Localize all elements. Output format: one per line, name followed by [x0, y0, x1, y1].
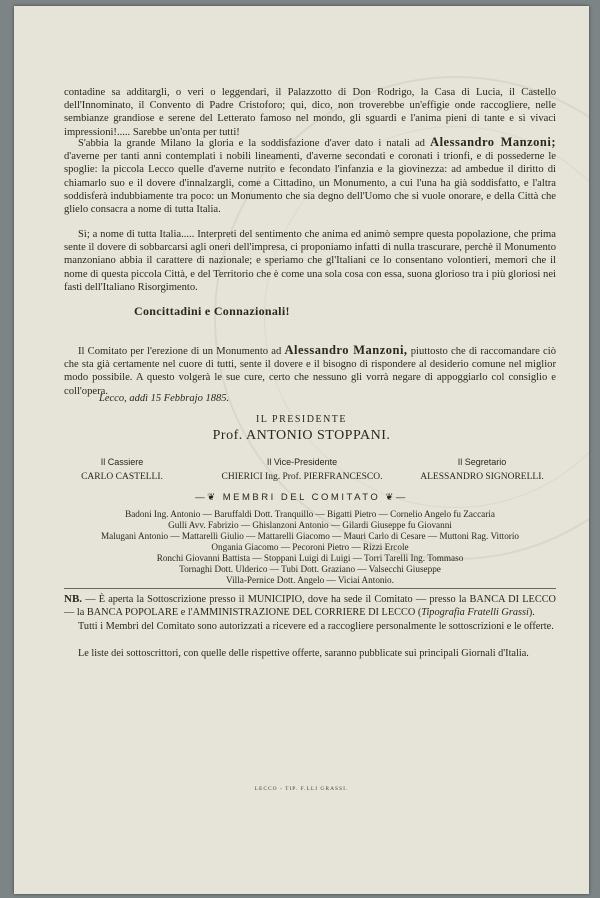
- president-label: IL PRESIDENTE: [255, 414, 348, 425]
- members-title: —❦ MEMBRI DEL COMITATO ❦—: [195, 492, 408, 503]
- printer-footer: LECCO - TIP. F.LLI GRASSI.: [254, 786, 349, 792]
- nb-text-end: ).: [528, 607, 535, 618]
- president-name: Prof. ANTONIO STOPPANI.: [212, 428, 391, 443]
- nb-printer: Tipografia Fratelli Grassi: [421, 607, 529, 618]
- nb-paragraph-3: Le liste dei sottoscrittori, con quelle delle rispettive offerte, saranno pubblicate sui principali Giornali d'Italia.: [78, 648, 529, 659]
- members-line: Ongania Giacomo — Pecoroni Pietro — Rizzi Ercole: [211, 542, 409, 552]
- officer-secretary: [402, 457, 562, 482]
- members-line: Gulli Avv. Fabrizio — Ghislanzoni Antonio — Gilardi Giuseppe fu Giovanni: [168, 520, 452, 530]
- paragraph-3: Sì; a nome di tutta Italia..... Interpreti del sentimento che anima ed animò sempre questa popolazione, che prima sente il dovere di sobbarcarsi agli oneri dell'impresa, ci proponiamo infatti di nulla trascurare, perchè il Monumento manzoniano abbia il carattere di nazionale; e speriamo che gl'Italiani ce lo consentano volontieri, memori che il nome di questa piccola Città, e del Territorio che è come una sola cosa con essa, suona glorioso tra i più gloriosi nei fasti dell'Italiano Risorgimento.: [64, 229, 556, 293]
- paragraph-2-end: d'averne per tanti anni contemplati i nobili lineamenti, d'averne secondati e coronati i trionfi, e di possederne le spoglie: la piccola Lecco quelle d'averne nutrito e fecondato l'infanzia e la giovinezza: ad ambedue il diritto di chiamarlo suo e il dovere d'innalzargli, come a Cittadino, un Monumento, a cui l'una ha già soddisfatto, e l'altra soddisferà indubbiamente tra poco: un Monumento che sia degno dell'Uomo che si vuole onorare, e della Città che glielo consacra a nome di tutta Italia.: [64, 151, 556, 216]
- document-page: [14, 6, 589, 894]
- members-line: Badoni Ing. Antonio — Baruffaldi Dott. Tranquillo — Bigatti Pietro — Cornelio Angelo fu Zaccaria: [125, 509, 495, 519]
- paragraph-2-start: S'abbia la grande Milano la gloria e la soddisfazione d'aver dato i natali ad: [78, 138, 431, 149]
- page-content: [14, 6, 589, 894]
- officer-label: Il Vice-Presidente: [266, 457, 338, 467]
- officer-label: Il Segretario: [457, 457, 507, 467]
- officer-cashier: [42, 457, 202, 482]
- members-line: Tornaghi Dott. Ulderico — Tubi Dott. Graziano — Valsecchi Giuseppe: [179, 564, 441, 574]
- paragraph-4-start: Il Comitato per l'erezione di un Monumento ad: [78, 346, 285, 357]
- paragraph-4: [64, 344, 556, 398]
- officer-vice-president: [197, 457, 407, 482]
- paragraph-1: contadine sa additargli, o veri o leggendari, il Palazzotto di Don Rodrigo, la Casa di Lucia, il Castello dell'Innominato, il Convento di Padre Cristoforo; qui, dico, non troverebbe un'effigie onde raccogliere, nelle sembianze grandiose e serene del Letterato famoso nel mondo, gli sguardi e l'anima pieni di tante e sì vivaci impressioni!..... Sarebbe un'onta per tutti!: [64, 87, 556, 138]
- nb-paragraph: [64, 593, 556, 619]
- members-line: Villa-Pernice Dott. Angelo — Viciai Antonio.: [226, 575, 394, 585]
- manzoni-name: Alessandro Manzoni;: [430, 135, 556, 149]
- nb-text: — È aperta la Sottoscrizione presso il MUNICIPIO, dove ha sede il Comitato — presso la BANCA DI LECCO — la BANCA POPOLARE e l'AMMINISTRAZIONE DEL CORRIERE DI LECCO (: [64, 594, 556, 618]
- members-title-text: MEMBRI DEL COMITATO: [222, 492, 381, 503]
- nb-paragraph-2: Tutti i Membri del Comitato sono autorizzati a ricevere ed a raccogliere personalmente le sottoscrizioni e le offerte.: [78, 621, 554, 632]
- members-line: Malugani Antonio — Mattarelli Giulio — Mattarelli Giacomo — Mauri Carlo di Cesare — Muttoni Rag. Vittorio: [100, 531, 519, 541]
- divider-line: [64, 588, 556, 589]
- paragraph-4-end: piuttosto che di raccomandare ciò che sta già certamente nel cuore di tutti, sente il dovere e il bisogno di rispondere al desiderio comune nel miglior modo possibile. A questo volgerà le sue cure, certo che nessuno gli vorrà negare di appoggiarlo col consiglio e coll'opera.: [64, 346, 556, 397]
- members-line: Ronchi Giovanni Battista — Stoppani Luigi di Luigi — Torri Tarelli Ing. Tommaso: [156, 553, 464, 563]
- manzoni-name-2: Alessandro Manzoni,: [284, 343, 408, 357]
- nb-tag: NB.: [64, 593, 83, 605]
- paragraph-2: [64, 136, 556, 216]
- officer-name: ALESSANDRO SIGNORELLI.: [420, 472, 544, 482]
- officer-name: CARLO CASTELLI.: [81, 472, 163, 482]
- officer-name: CHIERICI Ing. Prof. PIERFRANCESCO.: [221, 472, 383, 482]
- date-line: Lecco, addì 15 Febbrajo 1885.: [99, 393, 230, 404]
- section-heading: Concittadini e Connazionali!: [134, 304, 290, 318]
- officer-label: Il Cassiere: [100, 457, 144, 467]
